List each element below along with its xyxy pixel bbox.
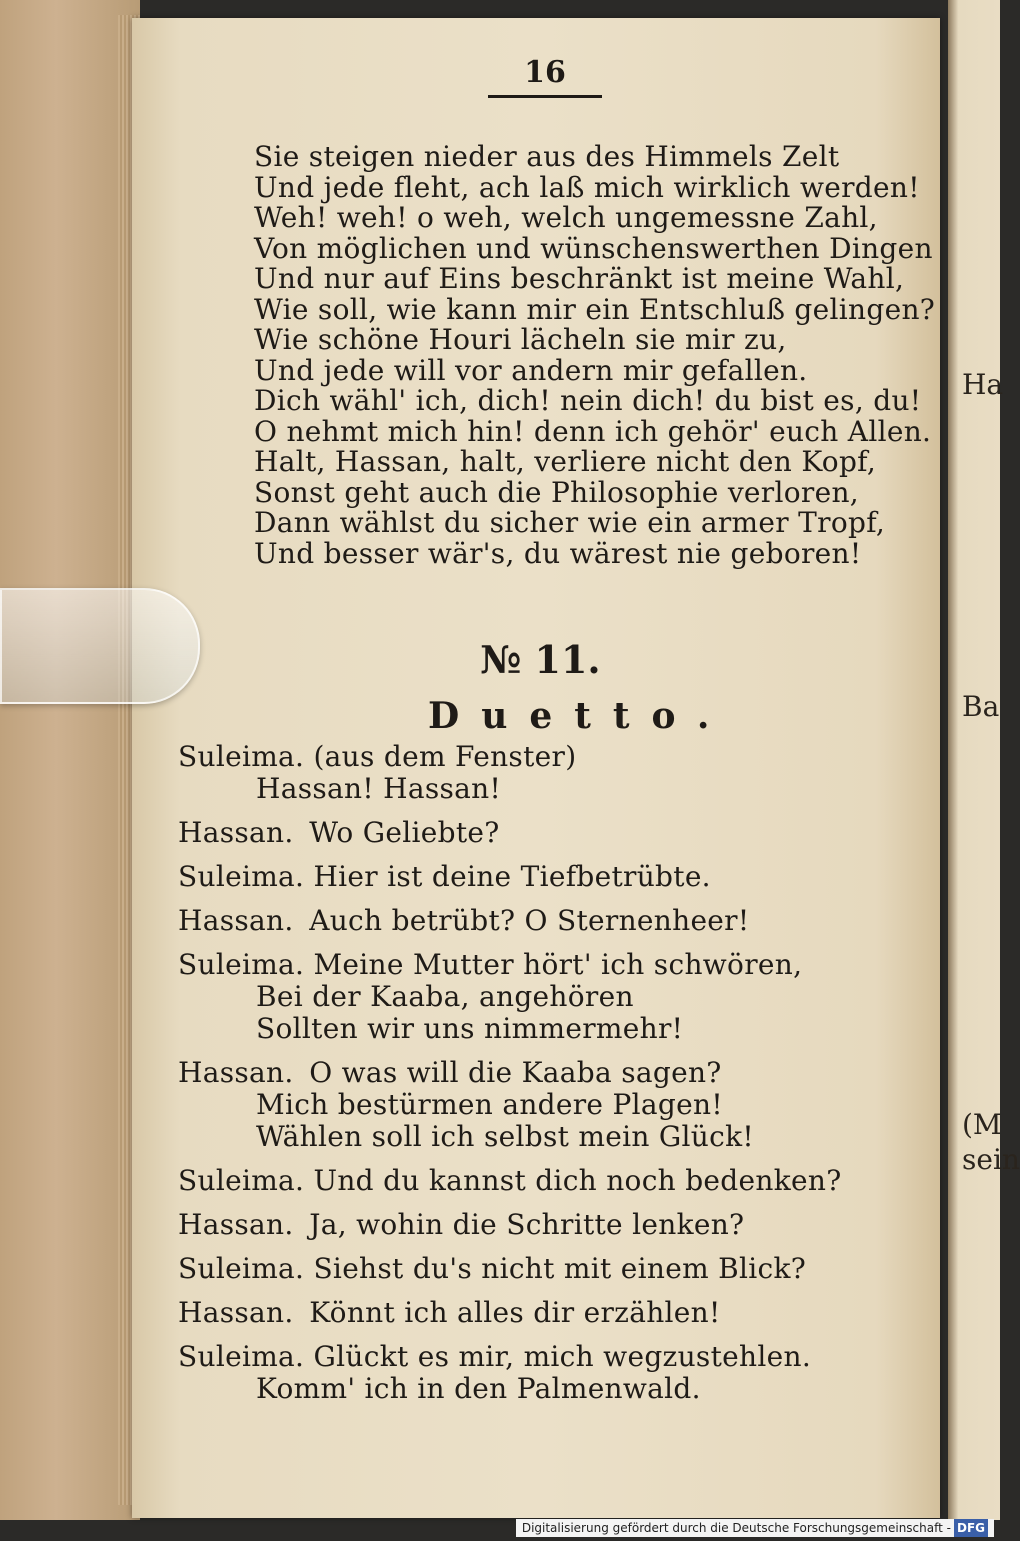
speaker-name: Hassan.: [178, 1056, 294, 1089]
poem-line: Wie schöne Houri lächeln sie mir zu,: [254, 323, 787, 356]
poem-line: Und jede fleht, ach laß mich wirklich werden!: [254, 170, 920, 204]
dialogue-entry: [178, 1058, 842, 1154]
dialogue-line: Glückt es mir, mich wegzustehlen.: [313, 1340, 812, 1373]
dialogue-entry: [178, 1342, 842, 1406]
dfg-logo: DFG: [954, 1519, 988, 1537]
dialogue-continuation: Hassan! Hassan!: [256, 772, 502, 805]
dialogue-line: Auch betrübt? O Sternenheer!: [309, 904, 750, 937]
page-number: 16: [524, 55, 566, 90]
dialogue-line: Wo Geliebte?: [309, 816, 500, 849]
poem-line: Dich wähl' ich, dich! nein dich! du bist es, du!: [254, 384, 922, 417]
dialogue-line: Meine Mutter hört' ich schwören,: [313, 948, 803, 981]
speaker-name: Hassan.: [178, 904, 294, 937]
number-heading: № 11.: [480, 637, 601, 682]
dialogue-entry: [178, 818, 842, 850]
poem-line: Sonst geht auch die Philosophie verloren,: [254, 475, 859, 509]
speaker-name: Hassan.: [178, 1296, 294, 1329]
poem-line: Von möglichen und wünschenswerthen Dingen: [254, 231, 933, 265]
dialogue-block: [178, 742, 842, 1418]
left-book-block: [0, 0, 140, 1520]
poem-block: [254, 142, 935, 569]
footer-text: Digitalisierung gefördert durch die Deutsche Forschungsgemeinschaft -: [521, 1521, 951, 1535]
dfg-footer: [516, 1519, 994, 1537]
dialogue-continuation: Wählen soll ich selbst mein Glück!: [256, 1120, 754, 1153]
speaker-name: Suleima.: [178, 1252, 305, 1285]
dialogue-entry: [178, 862, 842, 894]
dialogue-line: Siehst du's nicht mit einem Blick?: [313, 1252, 807, 1285]
speaker-name: Hassan.: [178, 816, 294, 849]
dialogue-line: Und du kannst dich noch bedenken?: [313, 1164, 842, 1197]
speaker-name: Suleima.: [178, 1340, 305, 1373]
page-number-rule: [488, 95, 602, 98]
bookmark-clip: [0, 588, 200, 704]
speaker-name: Suleima.: [178, 948, 305, 981]
dialogue-continuation: Komm' ich in den Palmenwald.: [256, 1372, 701, 1405]
dialogue-entry: [178, 1166, 842, 1198]
speaker-name: Suleima.: [178, 1164, 305, 1197]
speaker-name: Suleima.: [178, 860, 305, 893]
dialogue-entry: [178, 950, 842, 1046]
poem-line: O nehmt mich hin! denn ich gehör' euch Allen.: [254, 414, 932, 448]
poem-line: Und besser wär's, du wärest nie geboren!: [254, 536, 862, 570]
dialogue-line: O was will die Kaaba sagen?: [309, 1056, 722, 1089]
section-title: Duetto.: [428, 695, 732, 737]
poem-line: Halt, Hassan, halt, verliere nicht den Kopf,: [254, 445, 877, 478]
dialogue-continuation: Mich bestürmen andere Plagen!: [256, 1088, 723, 1121]
speaker-name: Suleima.: [178, 740, 305, 773]
poem-line: Und nur auf Eins beschränkt ist meine Wahl,: [254, 262, 905, 295]
dialogue-entry: [178, 906, 842, 938]
poem-line: Dann wählst du sicher wie ein armer Tropf,: [254, 506, 886, 539]
poem-line: Wie soll, wie kann mir ein Entschluß gelingen?: [254, 292, 936, 326]
dialogue-continuation: Sollten wir uns nimmermehr!: [256, 1012, 684, 1045]
dialogue-line: Hier ist deine Tiefbetrübte.: [313, 860, 711, 893]
dialogue-continuation: Bei der Kaaba, angehören: [256, 980, 634, 1013]
facing-page-fragment: (M: [962, 1108, 1002, 1141]
poem-line: Sie steigen nieder aus des Himmels Zelt: [254, 140, 840, 173]
facing-page: [948, 0, 1020, 1520]
dialogue-entry: [178, 1298, 842, 1330]
dialogue-line: Könnt ich alles dir erzählen!: [309, 1296, 721, 1329]
dialogue-entry: [178, 742, 842, 806]
dialogue-line: Ja, wohin die Schritte lenken?: [309, 1208, 745, 1241]
speaker-name: Hassan.: [178, 1208, 294, 1241]
dialogue-entry: [178, 1210, 842, 1242]
poem-line: Und jede will vor andern mir gefallen.: [254, 353, 808, 387]
poem-line: Weh! weh! o weh, welch ungemessne Zahl,: [254, 201, 878, 234]
dialogue-line: (aus dem Fenster): [313, 740, 577, 773]
facing-page-fragment: Ha: [962, 368, 1004, 401]
facing-page-fragment: Ba: [962, 690, 1000, 723]
facing-page-fragment: sein: [962, 1143, 1020, 1176]
dialogue-entry: [178, 1254, 842, 1286]
